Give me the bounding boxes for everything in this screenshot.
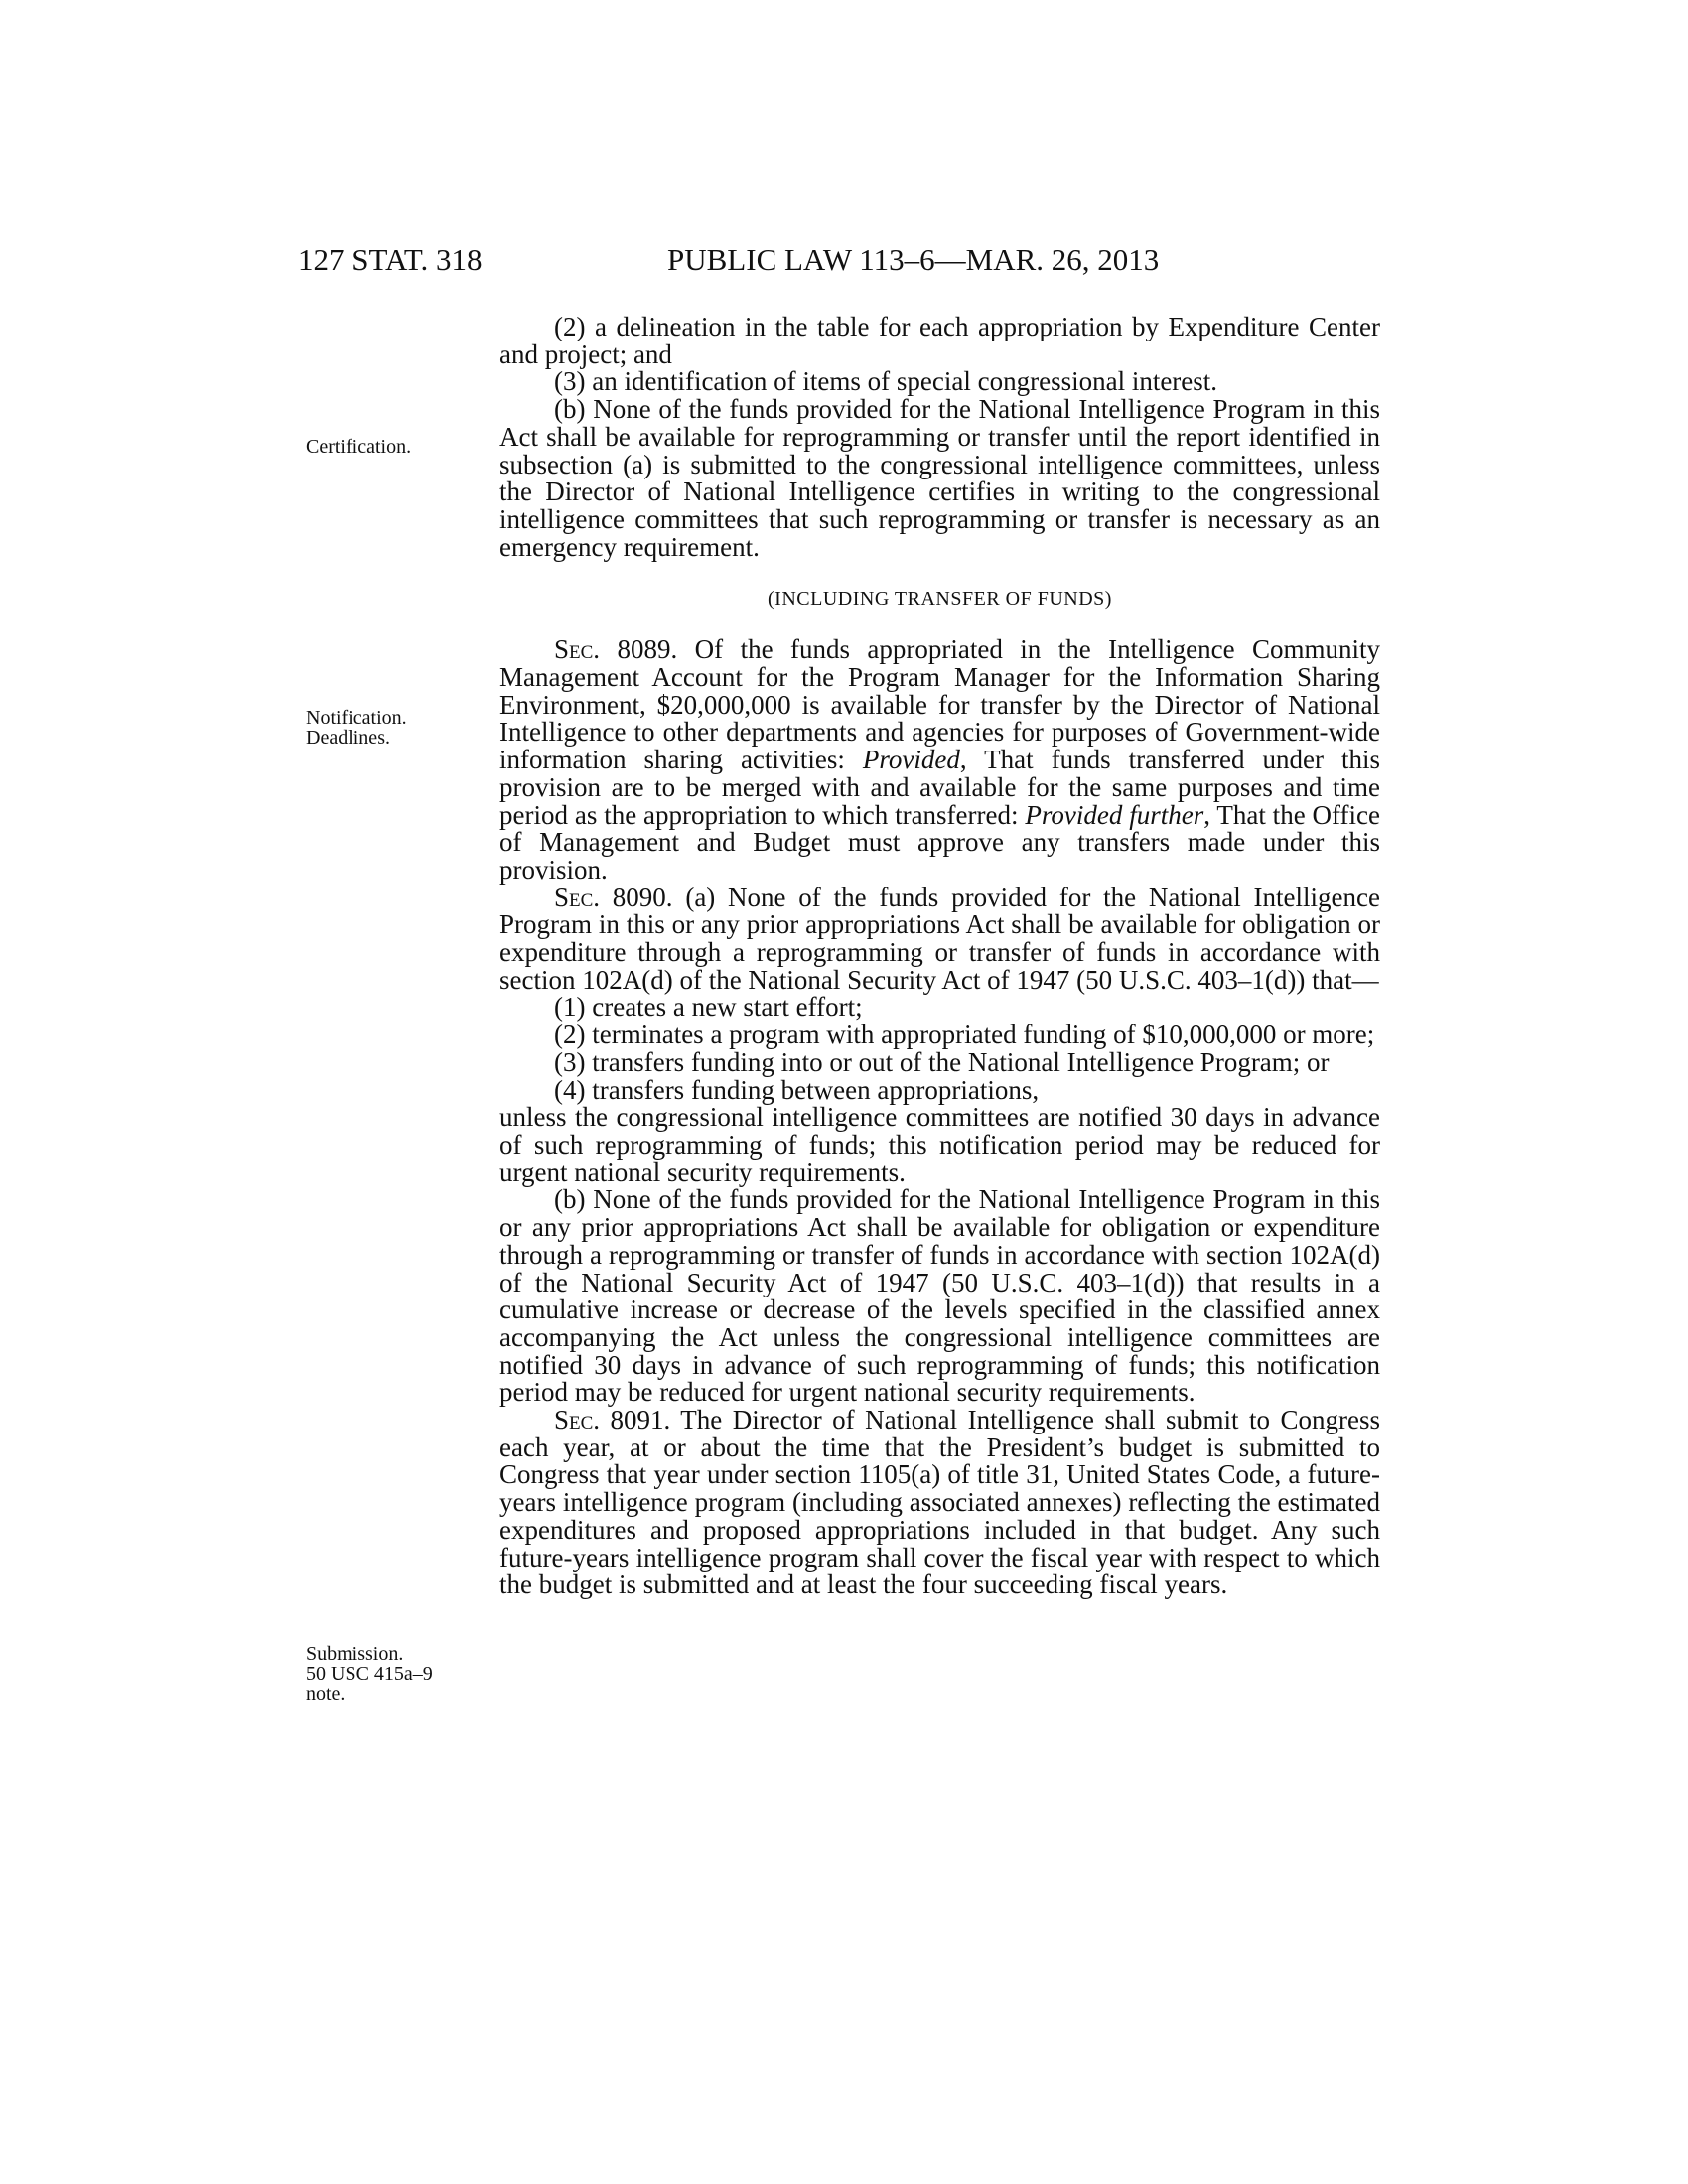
list-item: (3) transfers funding into or out of the National Intelligence Program; or bbox=[554, 1046, 1330, 1077]
section-8089 bbox=[499, 636, 1380, 884]
running-head: PUBLIC LAW 113–6—MAR. 26, 2013 bbox=[667, 242, 1160, 277]
stat-page-number: 127 STAT. 318 bbox=[298, 242, 483, 277]
list-item: (1) creates a new start effort; bbox=[554, 992, 863, 1023]
section-text: (a) None of the funds provided for the National Intelligence Program in this or any prior appropriations Act shall be available for obligation or expenditure through a reprogramming or transfer of funds in accordance with section 102A(d) of the National Security Act of 1947 (50 U.S.C. 403–1(d)) that— bbox=[499, 882, 1380, 995]
italic-proviso: Provided further bbox=[1025, 799, 1204, 830]
margin-note-certification bbox=[306, 437, 465, 457]
section-text: , That the Office of Management and Budget must approve any transfers made under this provision. bbox=[499, 799, 1380, 885]
margin-note-text: Certification. bbox=[306, 436, 412, 458]
margin-note-text: 50 USC 415a–9 bbox=[306, 1663, 433, 1685]
section-8090-a bbox=[499, 882, 1380, 995]
unless-clause: unless the congressional intelligence committees are notified 30 days in advance of such reprogramming of funds; this notification period may be reduced for urgent national security requirements. bbox=[499, 1102, 1380, 1187]
section-label: Sec. 8089. bbox=[554, 634, 678, 665]
document-body bbox=[499, 314, 1380, 1599]
section-heading: (INCLUDING TRANSFER OF FUNDS) bbox=[768, 588, 1112, 611]
section-label: Sec. 8090. bbox=[554, 882, 673, 912]
list-item: (4) transfers funding between appropriations, bbox=[554, 1074, 1040, 1105]
section-8091 bbox=[499, 1407, 1380, 1599]
margin-note-notification bbox=[306, 708, 465, 748]
paragraph-subsection-b: (b) None of the funds provided for the National Intelligence Program in this Act shall be available for reprogramming or transfer until the report identified in subsection (a) is submitted to the congressional intelligence committees, unless the Director of National Intelligence certifies in writing to the congressional intelligence committees that such reprogramming or transfer is necessary as an emergency requirement. bbox=[499, 394, 1380, 562]
paragraph-item-3: (3) an identification of items of special congressional interest. bbox=[554, 366, 1218, 397]
margin-note-text: Submission. bbox=[306, 1643, 404, 1665]
section-text: , That funds transferred under this provision are to be merged with and available for the same purposes and time period as the appropriation to which transferred: bbox=[499, 745, 1380, 830]
margin-note-submission bbox=[306, 1644, 465, 1704]
margin-note-text: Notification. bbox=[306, 707, 407, 729]
section-label: Sec. 8091. bbox=[554, 1405, 671, 1435]
italic-proviso: Provided bbox=[862, 745, 960, 775]
section-8090-b: (b) None of the funds provided for the National Intelligence Program in this or any prior appropriations Act shall be available for obligation or expenditure through a reprogramming or transfer of funds in accordance with section 102A(d) of the National Security Act of 1947 (50 U.S.C. 403–1(d)) that results in a cumulative increase or decrease of the levels specified in the classified annex accompanying the Act unless the congressional intelligence committees are notified 30 days in advance of such reprogramming of funds; this notification period may be reduced for urgent national security requirements. bbox=[499, 1184, 1380, 1408]
margin-note-text: Deadlines. bbox=[306, 727, 390, 749]
margin-note-text: note. bbox=[306, 1683, 346, 1705]
list-item: (2) terminates a program with appropriated funding of $10,000,000 or more; bbox=[554, 1020, 1375, 1050]
section-text: Of the funds appropriated in the Intelligence Community Management Account for the Program Manager for the Information Sharing Environment, $20,000,000 is available for transfer by the Director of National Intelligence to other departments and agencies for purposes of Government-wide information sharing activities: bbox=[499, 634, 1380, 775]
section-text: The Director of National Intelligence shall submit to Congress each year, at or about the time that the President’s budget is submitted to Congress that year under section 1105(a) of title 31, United States Code, a future-years intelligence program (including associated annexes) reflecting the estimated expenditures and proposed appropriations included in that budget. Any such future-years intelligence program shall cover the fiscal year with respect to which the budget is submitted and at least the four succeeding fiscal years. bbox=[499, 1405, 1380, 1600]
paragraph-item-2: (2) a delineation in the table for each appropriation by Expenditure Center and project; and bbox=[499, 312, 1380, 369]
